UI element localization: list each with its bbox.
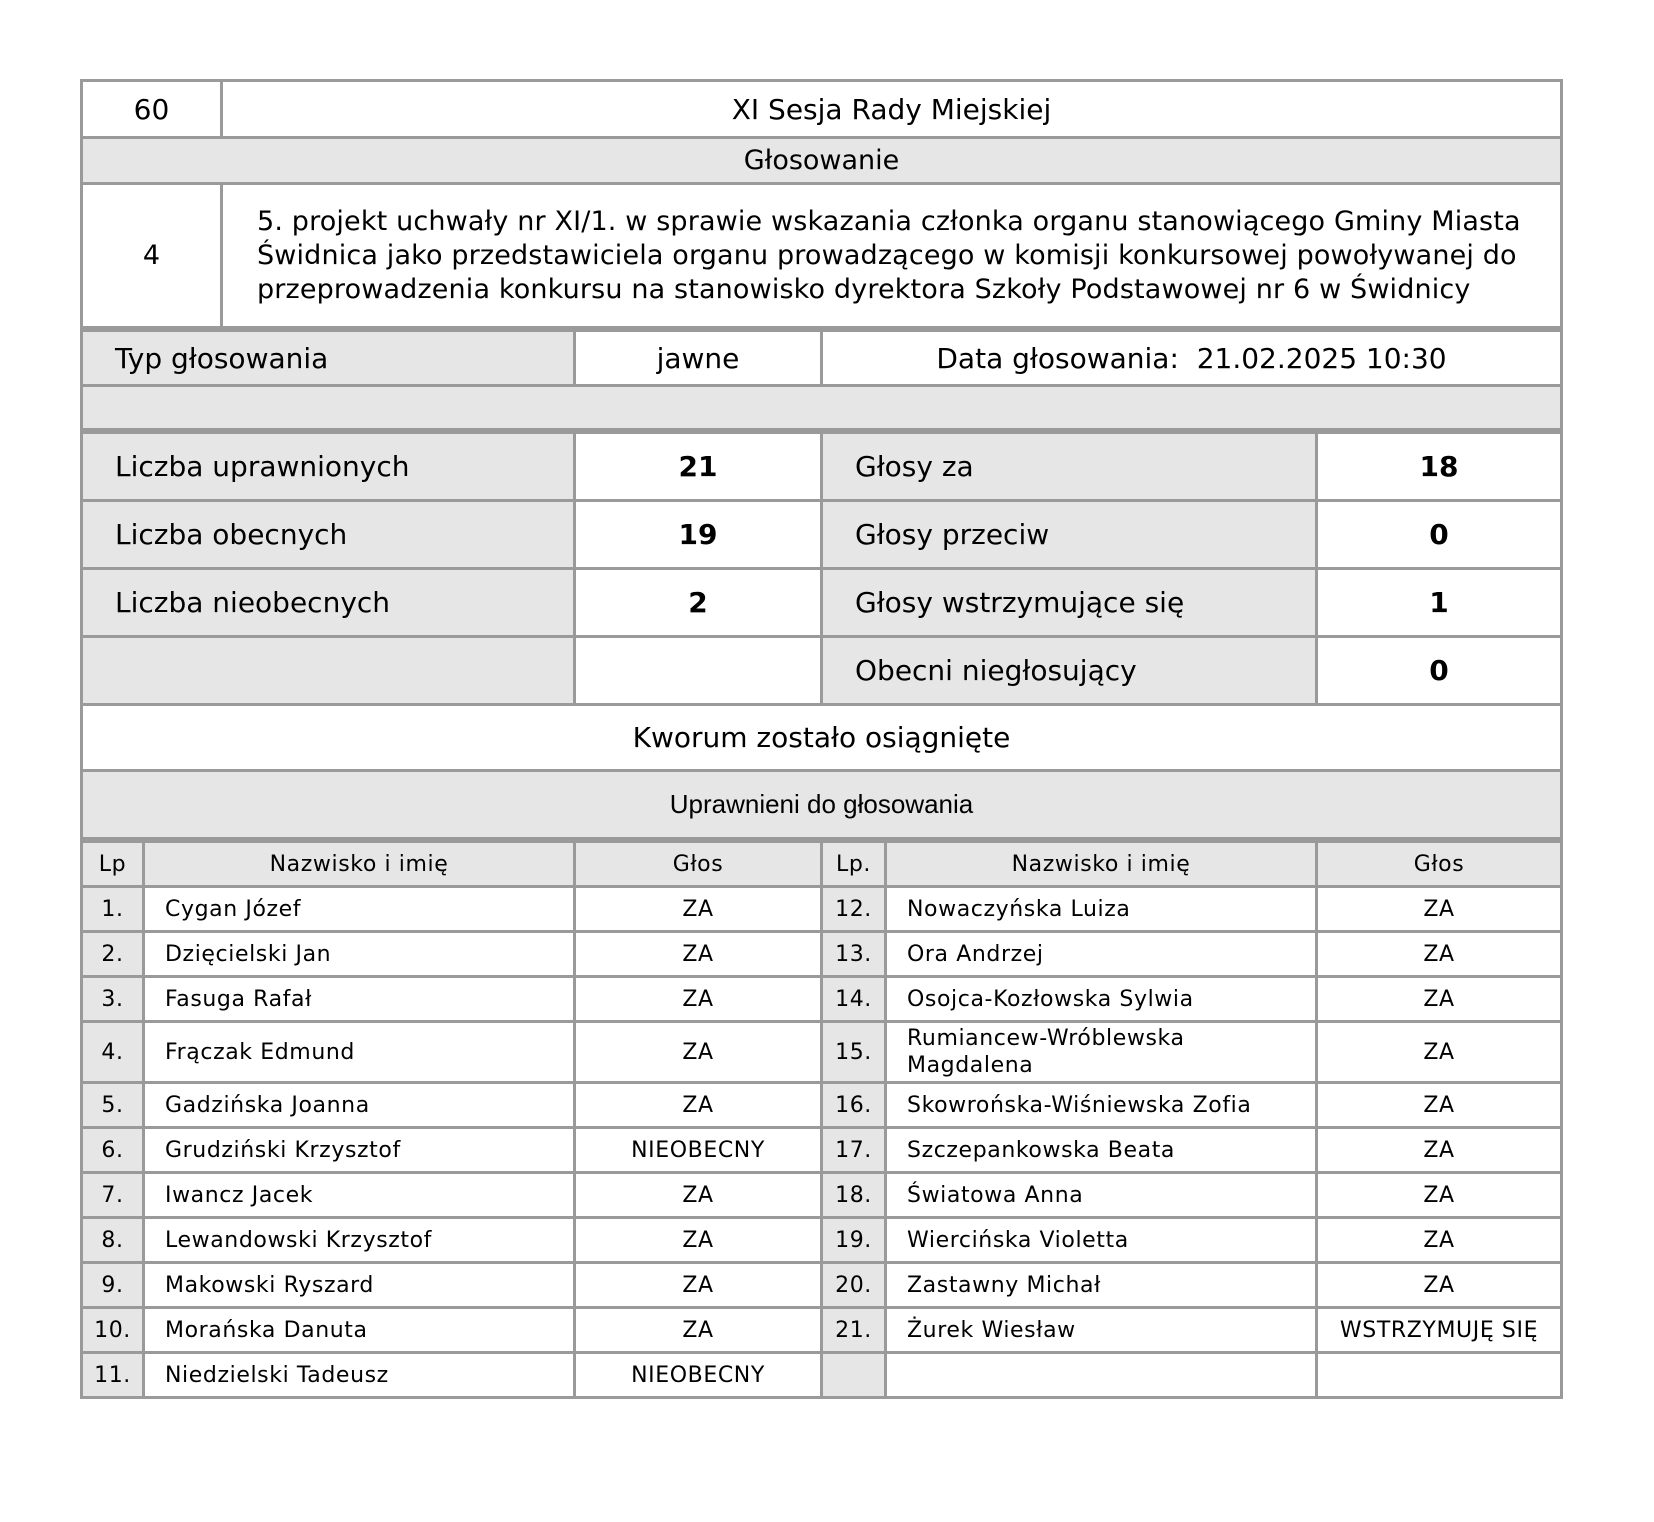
row-vote: ZA <box>575 932 822 977</box>
votes-table-header <box>82 842 1562 887</box>
row-name: Frączak Edmund <box>144 1022 575 1083</box>
row-lp: 4. <box>82 1022 144 1083</box>
row-lp: 11. <box>82 1353 144 1398</box>
table-row <box>82 1022 1562 1083</box>
row-lp: 15. <box>822 1022 886 1083</box>
row-lp: 2. <box>82 932 144 977</box>
votes-for-label: Głosy za <box>822 433 1317 501</box>
table-row <box>82 1308 1562 1353</box>
header-lp-right: Lp. <box>822 842 886 887</box>
row-lp: 14. <box>822 977 886 1022</box>
row-lp: 8. <box>82 1218 144 1263</box>
row-vote: ZA <box>575 1218 822 1263</box>
row-name: Lewandowski Krzysztof <box>144 1218 575 1263</box>
nonvoting-value: 0 <box>1317 637 1562 705</box>
row-lp: 17. <box>822 1128 886 1173</box>
row-vote: ZA <box>1317 1128 1562 1173</box>
row-lp: 5. <box>82 1083 144 1128</box>
row-name: Światowa Anna <box>886 1173 1317 1218</box>
row-vote: NIEOBECNY <box>575 1353 822 1398</box>
row-lp: 6. <box>82 1128 144 1173</box>
section-title: Głosowanie <box>82 138 1562 184</box>
eligible-list-title: Uprawnieni do głosowania <box>82 771 1562 839</box>
header-vote-left: Głos <box>575 842 822 887</box>
table-row <box>82 1083 1562 1128</box>
nonvoting-label: Obecni niegłosujący <box>822 637 1317 705</box>
row-vote: ZA <box>575 1022 822 1083</box>
row-vote: ZA <box>575 1308 822 1353</box>
row-name: Fasuga Rafał <box>144 977 575 1022</box>
row-vote: ZA <box>575 1083 822 1128</box>
table-row <box>82 887 1562 932</box>
eligible-label: Liczba uprawnionych <box>82 433 575 501</box>
row-vote: ZA <box>1317 1263 1562 1308</box>
empty-label-cell <box>82 637 575 705</box>
abstain-label: Głosy wstrzymujące się <box>822 569 1317 637</box>
row-lp: 21. <box>822 1308 886 1353</box>
table-row <box>82 932 1562 977</box>
header-name-left: Nazwisko i imię <box>144 842 575 887</box>
row-vote: ZA <box>1317 932 1562 977</box>
row-vote: NIEOBECNY <box>575 1128 822 1173</box>
row-vote: WSTRZYMUJĘ SIĘ <box>1317 1308 1562 1353</box>
row-name: Rumiancew-Wróblewska Magdalena <box>886 1022 1317 1083</box>
voting-protocol <box>80 79 1563 1399</box>
row-lp: 16. <box>822 1083 886 1128</box>
row-lp: 9. <box>82 1263 144 1308</box>
header-name-right: Nazwisko i imię <box>886 842 1317 887</box>
row-name: Ora Andrzej <box>886 932 1317 977</box>
row-lp: 7. <box>82 1173 144 1218</box>
row-lp <box>822 1353 886 1398</box>
voting-date <box>822 331 1562 386</box>
voting-date-label: Data głosowania: <box>936 341 1179 375</box>
row-name: Nowaczyńska Luiza <box>886 887 1317 932</box>
row-name: Grudziński Krzysztof <box>144 1128 575 1173</box>
empty-value-cell <box>575 637 822 705</box>
row-vote: ZA <box>1317 977 1562 1022</box>
session-header-table <box>80 79 1563 329</box>
row-vote: ZA <box>1317 1083 1562 1128</box>
votes-against-label: Głosy przeciw <box>822 501 1317 569</box>
table-row <box>82 1128 1562 1173</box>
row-name: Cygan Józef <box>144 887 575 932</box>
row-vote: ZA <box>575 887 822 932</box>
row-name: Zastawny Michał <box>886 1263 1317 1308</box>
absent-label: Liczba nieobecnych <box>82 569 575 637</box>
row-lp: 20. <box>822 1263 886 1308</box>
row-vote: ZA <box>575 1263 822 1308</box>
header-lp-left: Lp <box>82 842 144 887</box>
present-label: Liczba obecnych <box>82 501 575 569</box>
row-lp: 19. <box>822 1218 886 1263</box>
abstain-value: 1 <box>1317 569 1562 637</box>
table-row <box>82 1173 1562 1218</box>
voting-type-table <box>80 329 1563 431</box>
row-vote: ZA <box>1317 1173 1562 1218</box>
row-lp: 1. <box>82 887 144 932</box>
row-vote: ZA <box>1317 887 1562 932</box>
header-vote-right: Głos <box>1317 842 1562 887</box>
row-vote <box>1317 1353 1562 1398</box>
eligible-value: 21 <box>575 433 822 501</box>
row-name: Gadzińska Joanna <box>144 1083 575 1128</box>
row-vote: ZA <box>575 1173 822 1218</box>
row-lp: 3. <box>82 977 144 1022</box>
row-name: Morańska Danuta <box>144 1308 575 1353</box>
session-title: XI Sesja Rady Miejskiej <box>222 81 1562 138</box>
row-name: Szczepankowska Beata <box>886 1128 1317 1173</box>
row-vote: ZA <box>1317 1022 1562 1083</box>
quorum-status: Kworum zostało osiągnięte <box>82 705 1562 771</box>
row-lp: 18. <box>822 1173 886 1218</box>
row-vote: ZA <box>575 977 822 1022</box>
row-lp: 10. <box>82 1308 144 1353</box>
row-name: Dzięcielski Jan <box>144 932 575 977</box>
row-name: Wiercińska Violetta <box>886 1218 1317 1263</box>
row-name: Iwancz Jacek <box>144 1173 575 1218</box>
voting-date-value: 21.02.2025 10:30 <box>1196 341 1447 375</box>
voting-type-label: Typ głosowania <box>82 331 575 386</box>
votes-table <box>80 840 1563 1399</box>
item-number: 4 <box>82 184 222 328</box>
vote-stats-table <box>80 431 1563 840</box>
row-lp: 13. <box>822 932 886 977</box>
table-row <box>82 1263 1562 1308</box>
absent-value: 2 <box>575 569 822 637</box>
row-name: Żurek Wiesław <box>886 1308 1317 1353</box>
votes-for-value: 18 <box>1317 433 1562 501</box>
votes-against-value: 0 <box>1317 501 1562 569</box>
table-row <box>82 1353 1562 1398</box>
row-name: Niedzielski Tadeusz <box>144 1353 575 1398</box>
spacer-row <box>82 386 1562 430</box>
present-value: 19 <box>575 501 822 569</box>
row-name: Osojca-Kozłowska Sylwia <box>886 977 1317 1022</box>
row-name <box>886 1353 1317 1398</box>
table-row <box>82 1218 1562 1263</box>
row-name: Skowrońska-Wiśniewska Zofia <box>886 1083 1317 1128</box>
table-row <box>82 977 1562 1022</box>
row-name: Makowski Ryszard <box>144 1263 575 1308</box>
voting-type-value: jawne <box>575 331 822 386</box>
row-lp: 12. <box>822 887 886 932</box>
row-vote: ZA <box>1317 1218 1562 1263</box>
item-description: 5. projekt uchwały nr XI/1. w sprawie wskazania członka organu stanowiącego Gminy Miasta Świdnica jako przedstawiciela organu prowadzącego w komisji konkursowej powoływanej do przeprowadzenia konkursu na stanowisko dyrektora Szkoły Podstawowej nr 6 w Świdnicy <box>222 184 1562 328</box>
session-number: 60 <box>82 81 222 138</box>
